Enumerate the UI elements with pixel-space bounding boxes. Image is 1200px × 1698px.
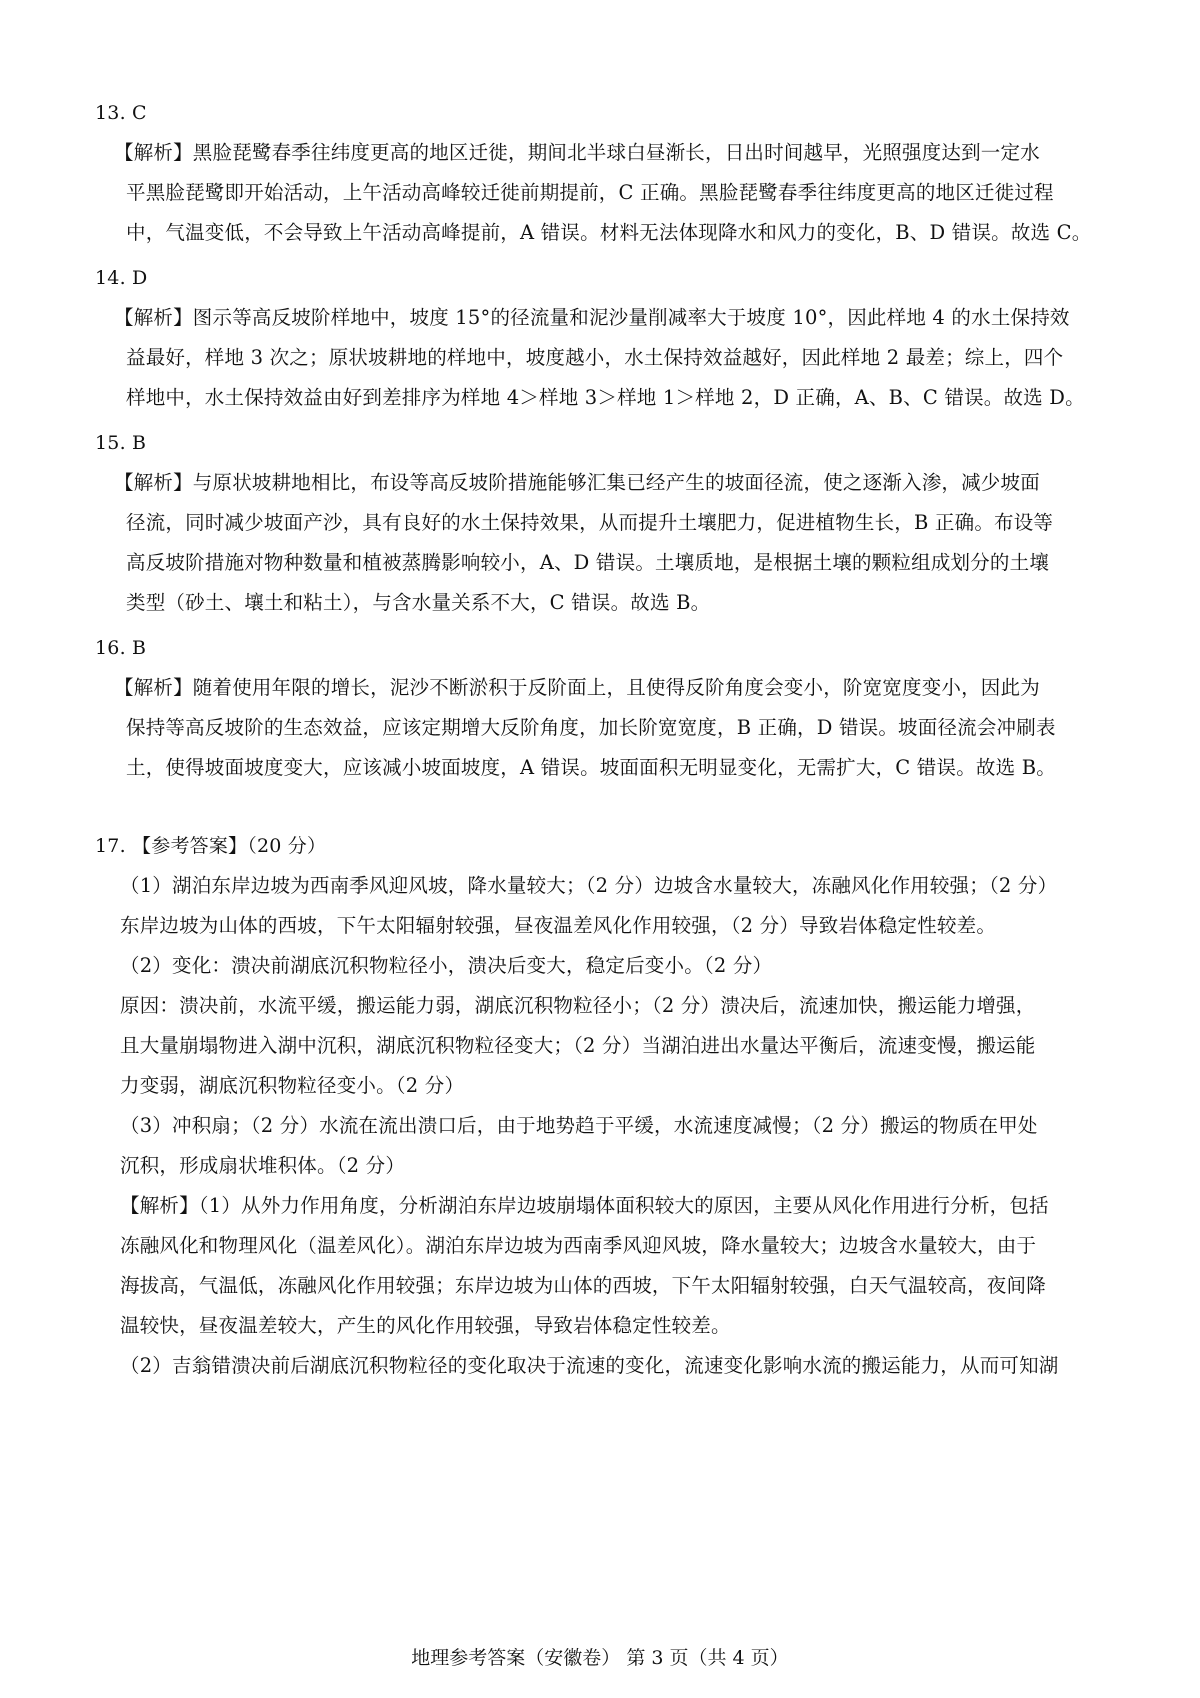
question-17-answer-line: （1）湖泊东岸边坡为西南季风迎风坡，降水量较大；（2 分）边坡含水量较大，冻融风化作用较强；（2 分） <box>120 874 1058 897</box>
question-17-analysis-line: 海拔高，气温低，冻融风化作用较强；东岸边坡为山体的西坡，下午太阳辐射较强，白天气温较高，夜间降 <box>120 1274 1046 1297</box>
question-17-answer-line: 沉积，形成扇状堆积体。（2 分） <box>120 1154 406 1177</box>
question-15-analysis-line: 类型（砂土、壤土和粘土），与含水量关系不大，C 错误。故选 B。 <box>126 591 711 614</box>
question-15-analysis-line: 【解析】与原状坡耕地相比，布设等高反坡阶措施能够汇集已经产生的坡面径流，使之逐渐入渗，减少坡面 <box>114 471 1040 494</box>
question-13-analysis-line: 平黑脸琵鹭即开始活动，上午活动高峰较迁徙前期提前，C 正确。黑脸琵鹭春季往纬度更高的地区迁徙过程 <box>126 181 1054 204</box>
question-13-analysis-line: 中，气温变低，不会导致上午活动高峰提前，A 错误。材料无法体现降水和风力的变化，B、D 错误。故选 C。 <box>126 221 1092 244</box>
question-13-number: 13. C <box>95 102 147 124</box>
question-15-analysis-line: 高反坡阶措施对物种数量和植被蒸腾影响较小，A、D 错误。土壤质地，是根据土壤的颗粒组成划分的土壤 <box>126 551 1050 574</box>
question-13-analysis-line: 【解析】黑脸琵鹭春季往纬度更高的地区迁徙，期间北半球白昼渐长，日出时间越早，光照强度达到一定水 <box>114 141 1040 164</box>
question-17-analysis-line: （2）吉翁错溃决前后湖底沉积物粒径的变化取决于流速的变化，流速变化影响水流的搬运能力，从而可知湖 <box>120 1354 1059 1377</box>
question-17-answer-line: 且大量崩塌物进入湖中沉积，湖底沉积物粒径变大；（2 分）当湖泊进出水量达平衡后，流速变慢，搬运能 <box>120 1034 1036 1057</box>
question-16-analysis-line: 【解析】随着使用年限的增长，泥沙不断淤积于反阶面上，且使得反阶角度会变小，阶宽宽度变小，因此为 <box>114 676 1040 699</box>
question-14-analysis-line: 【解析】图示等高反坡阶样地中，坡度 15°的径流量和泥沙量削减率大于坡度 10°，因此样地 4 的水土保持效 <box>114 306 1070 329</box>
question-14-analysis-line: 样地中，水土保持效益由好到差排序为样地 4＞样地 3＞样地 1＞样地 2，D 正确，A、B、C 错误。故选 D。 <box>126 386 1085 409</box>
question-17-answer-line: （3）冲积扇；（2 分）水流在流出溃口后，由于地势趋于平缓，水流速度减慢；（2 分）搬运的物质在甲处 <box>120 1114 1038 1137</box>
question-17-analysis-line: 冻融风化和物理风化（温差风化）。湖泊东岸边坡为西南季风迎风坡，降水量较大；边坡含水量较大，由于 <box>120 1234 1037 1257</box>
question-15-analysis-line: 径流，同时减少坡面产沙，具有良好的水土保持效果，从而提升土壤肥力，促进植物生长，B 正确。布设等 <box>126 511 1054 534</box>
question-16-analysis-line: 土，使得坡面坡度变大，应该减小坡面坡度，A 错误。坡面面积无明显变化，无需扩大，C 错误。故选 B。 <box>126 756 1056 779</box>
page-footer: 地理参考答案（安徽卷） 第 3 页（共 4 页） <box>411 1647 789 1669</box>
question-16-number: 16. B <box>95 637 147 659</box>
question-16-analysis-line: 保持等高反坡阶的生态效益，应该定期增大反阶角度，加长阶宽宽度，B 正确，D 错误。坡面径流会冲刷表 <box>126 716 1056 739</box>
question-17-analysis-line: 温较快，昼夜温差较大，产生的风化作用较强，导致岩体稳定性较差。 <box>120 1314 731 1337</box>
question-17-answer-line: （2）变化：溃决前湖底沉积物粒径小，溃决后变大，稳定后变小。（2 分） <box>120 954 773 977</box>
question-17-header: 17. 【参考答案】（20 分） <box>95 835 327 857</box>
question-17-answer-line: 力变弱，湖底沉积物粒径变小。（2 分） <box>120 1074 465 1097</box>
question-17-answer-line: 原因：溃决前，水流平缓，搬运能力弱，湖底沉积物粒径小；（2 分）溃决后，流速加快，搬运能力增强， <box>120 994 1036 1017</box>
question-14-number: 14. D <box>95 267 148 289</box>
question-14-analysis-line: 益最好，样地 3 次之；原状坡耕地的样地中，坡度越小，水土保持效益越好，因此样地 2 最差；综上，四个 <box>126 346 1064 369</box>
question-15-number: 15. B <box>95 432 147 454</box>
question-17-analysis-line: 【解析】（1）从外力作用角度，分析湖泊东岸边坡崩塌体面积较大的原因，主要从风化作用进行分析，包括 <box>120 1194 1049 1217</box>
question-17-answer-line: 东岸边坡为山体的西坡，下午太阳辐射较强，昼夜温差风化作用较强，（2 分）导致岩体稳定性较差。 <box>120 914 997 937</box>
